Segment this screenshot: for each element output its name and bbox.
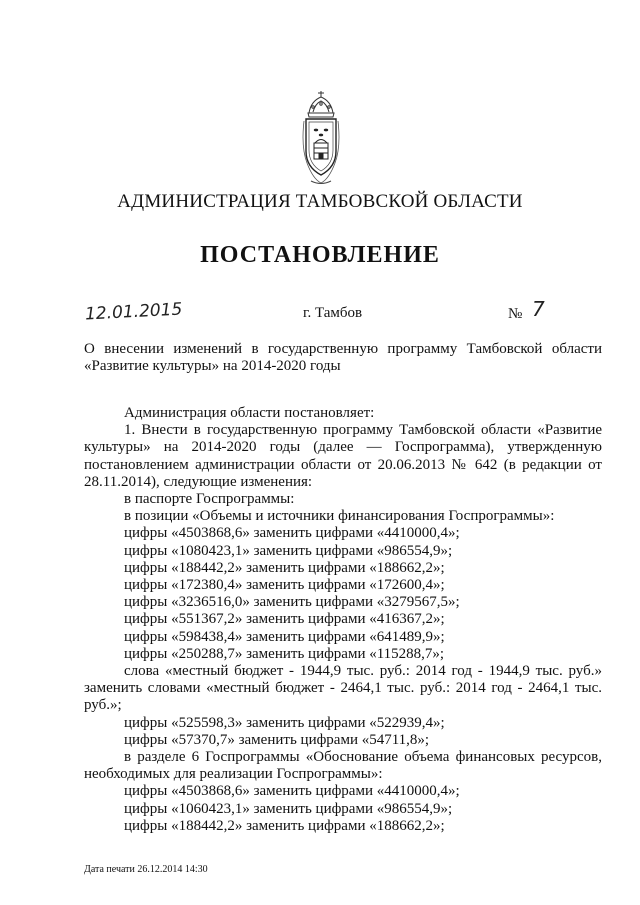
body-paragraph: цифры «551367,2» заменить цифрами «416367,2»; [124, 611, 445, 628]
body-paragraph: цифры «188442,2» заменить цифрами «188662,2»; [124, 817, 445, 834]
body-paragraph: в разделе 6 Госпрограммы «Обоснование объема финансовых ресурсов, необходимых для реализации Госпрограммы»: [84, 749, 602, 783]
body-paragraph: в позиции «Объемы и источники финансирования Госпрограммы»: [124, 508, 555, 525]
city-label: г. Тамбов [303, 305, 363, 321]
body-paragraph: цифры «525598,3» заменить цифрами «522939,4»; [124, 714, 445, 731]
handwritten-number: 7 [532, 297, 545, 321]
print-date-footer: Дата печати 26.12.2014 14:30 [84, 864, 208, 875]
body-paragraph: цифры «4503868,6» заменить цифрами «4410000,4»; [124, 783, 460, 800]
document-body [84, 405, 602, 835]
body-paragraph: Администрация области постановляет: [124, 405, 375, 421]
body-paragraph: цифры «1080423,1» заменить цифрами «986554,9»; [124, 542, 453, 559]
body-paragraph: цифры «57370,7» заменить цифрами «54711,8»; [124, 731, 430, 748]
body-paragraph: цифры «4503868,6» заменить цифрами «4410000,4»; [124, 525, 460, 542]
body-paragraph: цифры «1060423,1» заменить цифрами «986554,9»; [124, 800, 453, 817]
number-label: № [508, 306, 523, 322]
handwritten-date: 12.01.2015 [84, 299, 183, 325]
body-paragraph: 1. Внести в государственную программу Тамбовской области «Развитие культуры» на 2014-2020 годы (далее — Госпрограмма), утвержденную постановлением администрации области от 20.06.2013 № 642 (в редакции от 28.11.2014), следующие изменения: [84, 422, 602, 490]
body-paragraph: цифры «172380,4» заменить цифрами «172600,4»; [124, 577, 445, 594]
body-paragraph: цифры «3236516,0» заменить цифрами «3279567,5»; [124, 594, 460, 611]
body-paragraph: цифры «250288,7» заменить цифрами «115288,7»; [124, 645, 445, 662]
organization-title: АДМИНИСТРАЦИЯ ТАМБОВСКОЙ ОБЛАСТИ [117, 191, 523, 212]
body-paragraph: цифры «598438,4» заменить цифрами «641489,9»; [124, 628, 445, 645]
body-paragraph: цифры «188442,2» заменить цифрами «188662,2»; [124, 559, 445, 576]
document-subject: О внесении изменений в государственную программу Тамбовской области «Развитие культуры» на 2014-2020 годы [84, 341, 602, 374]
body-paragraph: в паспорте Госпрограммы: [124, 491, 295, 508]
document-type-heading: ПОСТАНОВЛЕНИЕ [200, 242, 440, 268]
coat-of-arms-emblem [299, 87, 343, 187]
body-paragraph: слова «местный бюджет - 1944,9 тыс. руб.: 2014 год - 1944,9 тыс. руб.» заменить словами «местный бюджет - 2464,1 тыс. руб.: 2014 год - 2464,1 тыс. руб.»; [84, 663, 602, 714]
